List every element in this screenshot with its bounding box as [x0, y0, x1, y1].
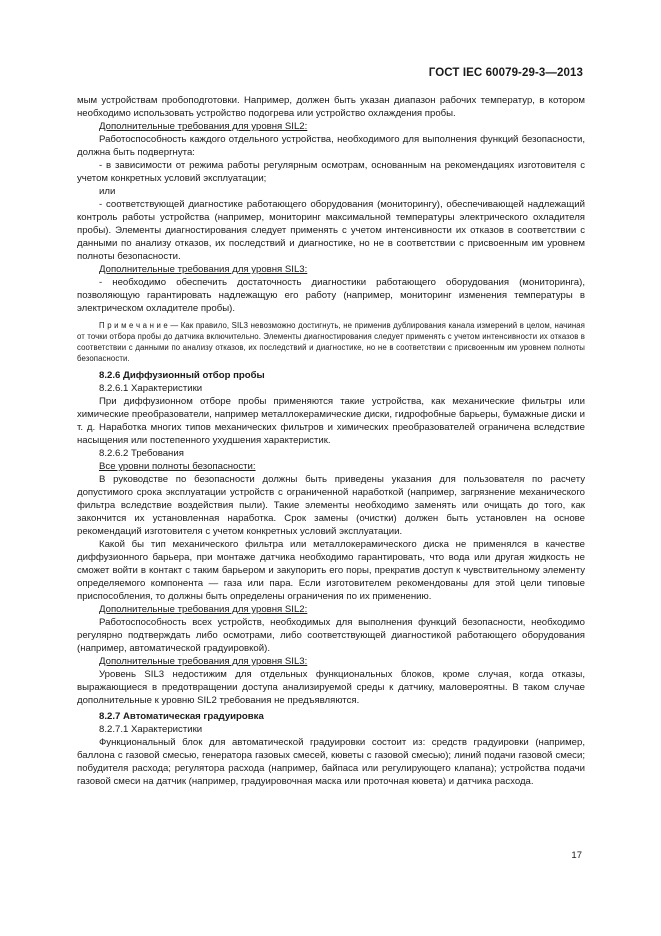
page-number: 17 — [571, 850, 582, 861]
paragraph: Дополнительные требования для уровня SIL2: — [99, 604, 308, 615]
paragraph: Дополнительные требования для уровня SIL3: — [99, 656, 308, 667]
document-body — [77, 94, 585, 788]
paragraph: При диффузионном отборе пробы применяются такие устройства, как механические фильтры или химические преобразователи, например металлокерамические диски, гидрофобные барьеры, бумажные диски и т. д. Наработка многих типов механических фильтров и химических преобразователей ограничена вследствие насыщения или постепенного ухудшения характеристик. — [77, 396, 585, 446]
paragraph: П р и м е ч а н и е — Как правило, SIL3 невозможно достигнуть, не применив дублирования канала измерений в целом, начиная от точки отбора пробы до датчика включительно. Элементы диагностирования следует применять с учетом интенсивности их отказов в соответствии с данными по анализу отказов, их последствий и диагностике, но не в соответствии с присвоенным им уровнем полноты безопасности. — [77, 321, 585, 363]
paragraph: мым устройствам пробоподготовки. Например, должен быть указан диапазон рабочих температур, в котором необходимо использовать устройство подогрева или устройство охлаждения пробы. — [77, 95, 585, 119]
paragraph: - в зависимости от режима работы регулярным осмотрам, основанным на рекомендациях изготовителя с учетом конкретных условий эксплуатации; — [77, 160, 585, 184]
paragraph: Дополнительные требования для уровня SIL2: — [99, 121, 308, 132]
paragraph: 8.2.7.1 Характеристики — [99, 724, 203, 735]
paragraph: Все уровни полноты безопасности: — [99, 461, 256, 472]
paragraph: Работоспособность каждого отдельного устройства, необходимого для выполнения функций безопасности, должна быть подвергнута: — [77, 134, 585, 158]
paragraph: В руководстве по безопасности должны быть приведены указания для пользователя по расчету допустимого срока эксплуатации устройств с ограниченной наработкой (например, загрязнение механического фильтра вследствие воздействия пыли). Такие элементы необходимо заменять или очищать до того, как закончится их установленная наработка. Срок замены (очистки) должен быть установлен на основе рекомендаций изготовителя с учетом конкретных условий эксплуатации. — [77, 474, 585, 537]
document-header: ГОСТ IEC 60079-29-3—2013 — [428, 67, 583, 79]
paragraph: Уровень SIL3 недостижим для отдельных функциональных блоков, кроме случая, когда отказы, выражающиеся в предотвращении доступа анализируемой среды к датчику, маловероятны. В таком случае дополнительные к уровню SIL2 требования не предъявляются. — [77, 669, 585, 706]
paragraph: Функциональный блок для автоматической градуировки состоит из: средств градуировки (например, баллона с газовой смесью, генератора газовых смесей, кюветы с газовой смесью); линий подачи газовой смеси; побудителя расхода; регулятора расхода (например, байпаса или регулирующего клапана); устройства подачи газовой смеси на датчик (например, градуировочная маска или проточная кювета) и датчика расхода. — [77, 737, 585, 787]
paragraph: или — [99, 186, 116, 197]
paragraph: 8.2.6.1 Характеристики — [99, 383, 203, 394]
paragraph: 8.2.7 Автоматическая градуировка — [99, 711, 264, 722]
paragraph: Какой бы тип механического фильтра или металлокерамического диска не применялся в качестве диффузионного барьера, при монтаже датчика необходимо гарантировать, что вода или другая жидкость не сможет войти в контакт с таким барьером и закупорить его поры, прекратив доступ к чувствительному элементу определяемого компонента — газа или пара. Если изготовителем рекомендованы для этой цели типовые приспособления, то должны быть определены ограничения по их применению. — [77, 539, 585, 602]
paragraph: 8.2.6 Диффузионный отбор пробы — [99, 370, 265, 381]
paragraph: - необходимо обеспечить достаточность диагностики работающего оборудования (мониторинга), позволяющую гарантировать надлежащую его работу (например, мониторинг изменения температуры в электрическом охладителе пробы). — [77, 277, 585, 314]
paragraph: - соответствующей диагностике работающего оборудования (мониторингу), обеспечивающей надлежащий контроль работы устройства (например, мониторинг максимальной температуры электрического охладителя пробы). Элементы диагностирования следует применять с учетом интенсивности их отказов в соответствии с данными по анализу отказов, их последствий и диагностике, но не в соответствии с присвоенным им уровнем полноты безопасности. — [77, 199, 585, 262]
paragraph: Работоспособность всех устройств, необходимых для выполнения функций безопасности, необходимо регулярно подтверждать либо осмотрами, либо соответствующей диагностикой работающего оборудования (например, автоматической градуировкой). — [77, 617, 585, 654]
paragraph: 8.2.6.2 Требования — [99, 448, 184, 459]
paragraph: Дополнительные требования для уровня SIL3: — [99, 264, 308, 275]
